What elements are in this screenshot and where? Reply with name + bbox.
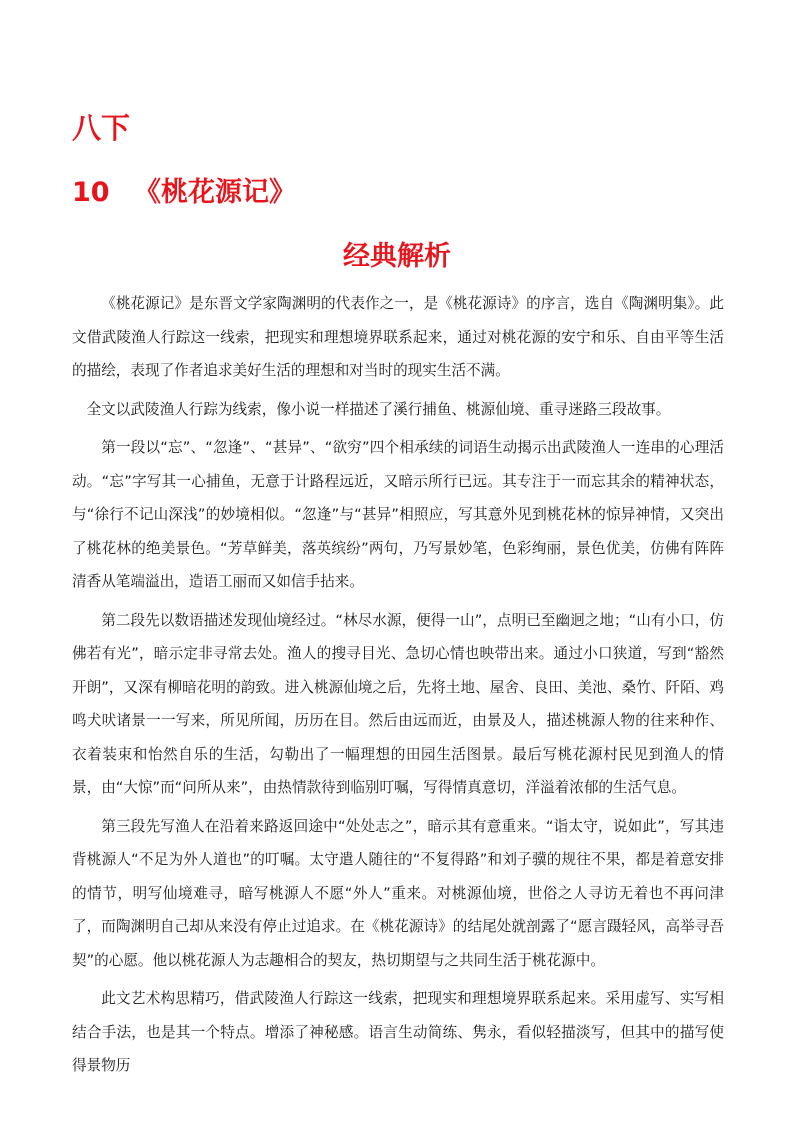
paragraph-art: 此文艺术构思精巧，借武陵渔人行踪这一线索，把现实和理想境界联系起来。采用虚写、实写相结合手法，也是其一个特点。增添了神秘感。语言生动简练、隽永，看似轻描淡写，但其中的描写使得景物历 bbox=[72, 990, 724, 1074]
paragraph-overview: 全文以武陵渔人行踪为线索，像小说一样描述了溪行捕鱼、桃源仙境、重寻迷路三段故事。 bbox=[86, 400, 671, 418]
section-title: 经典解析 bbox=[343, 241, 451, 272]
analysis-body bbox=[72, 287, 724, 1088]
lesson-title: 《桃花源记》 bbox=[134, 177, 296, 208]
lesson-number: 10 bbox=[72, 177, 110, 208]
paragraph-part-two: 第二段先以数语描述发现仙境经过。“林尽水源，便得一山”，点明已至幽迥之地；“山有小口，仿佛若有光”，暗示定非寻常去处。渔人的搜寻目光、急切心情也映带出来。通过小口狭道，写到“豁然开朗”，又深有柳暗花明的韵致。进入桃源仙境之后，先将土地、屋舍、良田、美池、桑竹、阡陌、鸡鸣犬吠诸景一一写来，所见所闻，历历在目。然后由远而近，由景及人，描述桃源人物的往来种作、衣着装束和怡然自乐的生活，勾勒出了一幅理想的田园生活图景。最后写桃花源村民见到渔人的情景，由“大惊”而“问所从来”，由热情款待到临别叮嘱，写得情真意切，洋溢着浓郁的生活气息。 bbox=[72, 611, 724, 796]
paragraph-intro: 《桃花源记》是东晋文学家陶渊明的代表作之一，是《桃花源诗》的序言，选自《陶渊明集》。此文借武陵渔人行踪这一线索，把现实和理想境界联系起来，通过对桃花源的安宁和乐、自由平等生活的描绘，表现了作者追求美好生活的理想和对当时的现实生活不满。 bbox=[72, 295, 724, 379]
paragraph-part-three: 第三段先写渔人在沿着来路返回途中“处处志之”，暗示其有意重来。“诣太守，说如此”，写其违背桃源人“不足为外人道也”的叮嘱。太守遣人随往的“不复得路”和刘子骥的规往不果，都是着意安排的情节，明写仙境难寻，暗写桃源人不愿“外人”重来。对桃源仙境，世俗之人寻访无着也不再问津了，而陶渊明自己却从来没有停止过追求。在《桃花源诗》的结尾处就剖露了“愿言蹑轻风，高举寻吾契”的心愿。他以桃花源人为志趣相合的契友，热切期望与之共同生活于桃花源中。 bbox=[72, 817, 724, 969]
grade-heading: 八下 bbox=[72, 111, 131, 145]
paragraph-part-one: 第一段以“忘”、“忽逢”、“甚异”、“欲穷”四个相承续的词语生动揭示出武陵渔人一连串的心理活动。“忘”字写其一心捕鱼，无意于计路程远近，又暗示所行已远。其专注于一而忘其余的精神状态，与“徐行不记山深浅”的妙境相似。“忽逢”与“甚异”相照应，写其意外见到桃花林的惊异神情，又突出了桃花林的绝美景色。“芳草鲜美，落英缤纷”两句，乃写景妙笔，色彩绚丽，景色优美，仿佛有阵阵清香从笔端溢出，造语工丽而又如信手拈来。 bbox=[72, 439, 724, 590]
lesson-heading bbox=[72, 171, 296, 215]
